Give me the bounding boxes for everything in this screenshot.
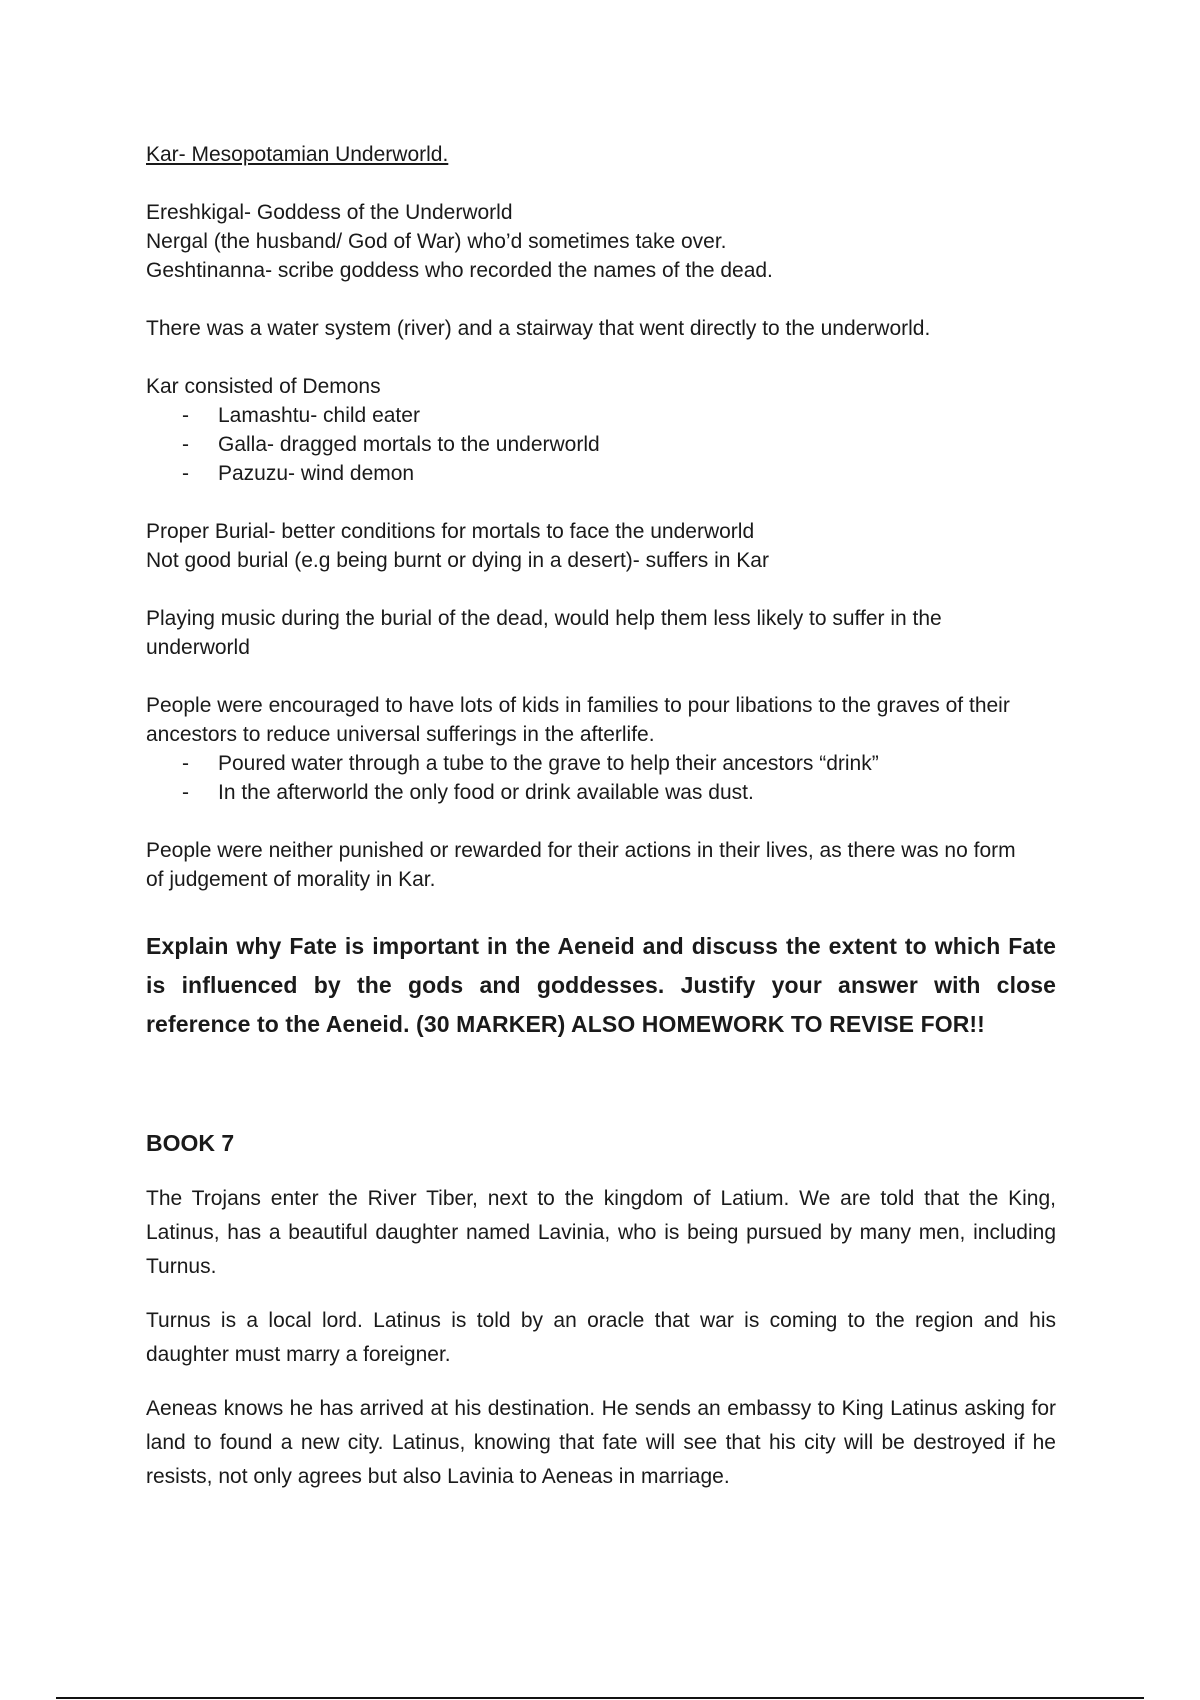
list-item — [182, 430, 1056, 459]
burial-line-proper: Proper Burial- better conditions for mortals to face the underworld — [146, 520, 755, 543]
book7-paragraph-1: The Trojans enter the River Tiber, next to the kingdom of Latium. We are told that the King, Latinus, has a beautiful daughter named Lavinia, who is being pursued by many men, including Turnus. — [146, 1187, 1056, 1278]
spacer — [146, 575, 1056, 604]
section-title: Kar- Mesopotamian Underworld. — [146, 143, 449, 166]
burial-line-not-good: Not good burial (e.g being burnt or dying in a desert)- suffers in Kar — [146, 549, 769, 572]
spacer — [146, 488, 1056, 517]
book7-paragraph-3: Aeneas knows he has arrived at his destination. He sends an embassy to King Latinus asking for land to found a new city. Latinus, knowing that fate will see that his city will be destroyed if he resists, not only agrees but also Lavinia to Aeneas in marriage. — [146, 1397, 1056, 1488]
list-item — [182, 778, 1056, 807]
document-page — [146, 140, 1056, 1494]
demons-list — [146, 401, 1056, 488]
deity-line-ereshkigal: Ereshkigal- Goddess of the Underworld — [146, 201, 513, 224]
music-paragraph: Playing music during the burial of the dead, would help them less likely to suffer in the underworld — [146, 607, 942, 659]
demons-intro: Kar consisted of Demons — [146, 375, 381, 398]
book-heading: BOOK 7 — [146, 1130, 235, 1156]
dash-bullet: - — [182, 433, 189, 456]
dash-bullet: - — [182, 781, 189, 804]
water-system-line: There was a water system (river) and a stairway that went directly to the underworld. — [146, 317, 931, 340]
dash-bullet: - — [182, 462, 189, 485]
list-item-text: Pazuzu- wind demon — [218, 462, 415, 485]
list-item-text: Poured water through a tube to the grave to help their ancestors “drink” — [218, 752, 879, 775]
kids-paragraph: People were encouraged to have lots of kids in families to pour libations to the graves of their ancestors to reduce universal sufferings in the afterlife. — [146, 694, 1010, 746]
book7-paragraph-2: Turnus is a local lord. Latinus is told by an oracle that war is coming to the region and his daughter must marry a foreigner. — [146, 1309, 1056, 1366]
list-item — [182, 459, 1056, 488]
list-item-text: In the afterworld the only food or drink available was dust. — [218, 781, 754, 804]
kids-list — [146, 749, 1056, 807]
dash-bullet: - — [182, 404, 189, 427]
list-item-text: Lamashtu- child eater — [218, 404, 420, 427]
spacer — [146, 285, 1056, 314]
spacer — [146, 343, 1056, 372]
spacer — [146, 662, 1056, 691]
list-item — [182, 749, 1056, 778]
essay-question: Explain why Fate is important in the Aeneid and discuss the extent to which Fate is influenced by the gods and goddesses. Justify your answer with close reference to the Aeneid. (30 MARKER) ALSO HOMEWORK TO REVISE FOR!! — [146, 933, 1056, 1037]
list-item-text: Galla- dragged mortals to the underworld — [218, 433, 600, 456]
dash-bullet: - — [182, 752, 189, 775]
deity-line-geshtinanna: Geshtinanna- scribe goddess who recorded the names of the dead. — [146, 259, 773, 282]
deity-line-nergal: Nergal (the husband/ God of War) who’d sometimes take over. — [146, 230, 727, 253]
list-item — [182, 401, 1056, 430]
page-bottom-rule — [56, 1697, 1144, 1699]
judgement-paragraph: People were neither punished or rewarded for their actions in their lives, as there was no form of judgement of morality in Kar. — [146, 839, 1016, 891]
spacer — [146, 807, 1056, 836]
